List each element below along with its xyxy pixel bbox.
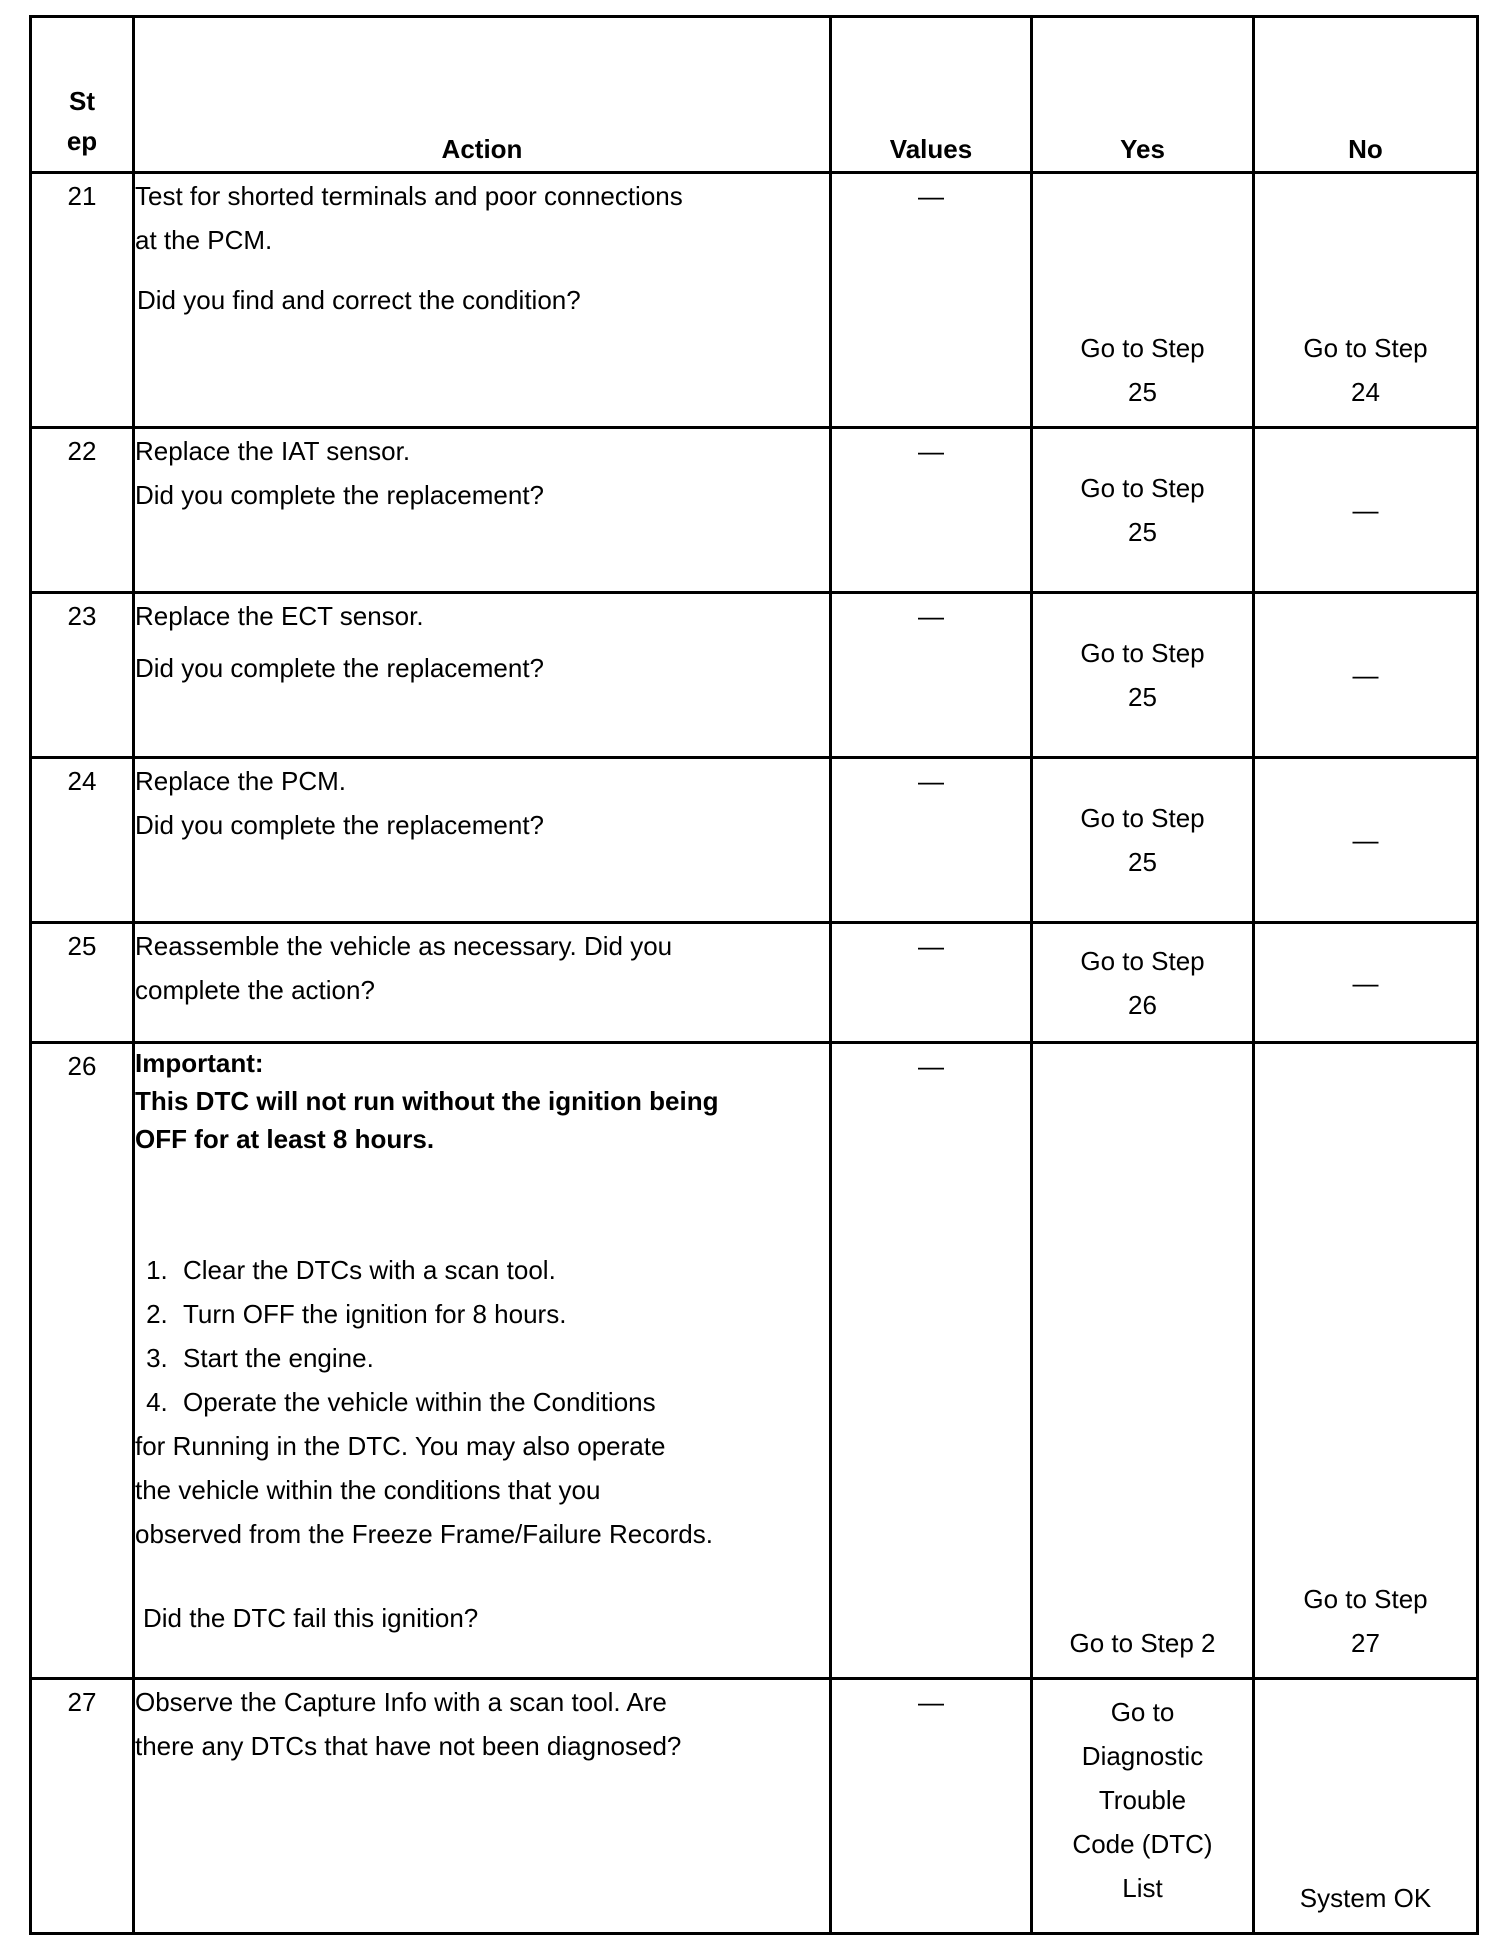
values-cell: — [831,1043,1032,1679]
action-cell: Important: This DTC will not run without the ignition being OFF for at least 8 hours. 1. Clear the DTCs with a scan tool. 2. Turn OFF the ignition for 8 hours. 3. Start the engine. 4. Operate the vehicle within the Conditions for Running in the DTC. You may also operate the vehicle within the conditions that you observed from the Freeze Frame/Failure Records. Did the DTC fail this ignition? [134,1043,831,1679]
table-row [31,1679,1478,1934]
action-cell: Replace the IAT sensor. Did you complete the replacement? [134,428,831,593]
step-number: 23 [31,593,134,758]
no-header: No [1254,17,1478,173]
no-cell: Go to Step 24 [1254,173,1478,428]
values-cell: — [831,1679,1032,1934]
no-cell: System OK [1254,1679,1478,1934]
table-row [31,758,1478,923]
table-row [31,593,1478,758]
procedure-list [135,1248,829,1424]
step-number: 27 [31,1679,134,1934]
values-cell: — [831,758,1032,923]
list-item: 1. Clear the DTCs with a scan tool. [175,1248,829,1292]
action-header: Action [134,17,831,173]
step-number: 25 [31,923,134,1043]
list-item: 4. Operate the vehicle within the Conditions [175,1380,829,1424]
yes-cell: Go to Step 25 [1032,428,1254,593]
action-cell: Reassemble the vehicle as necessary. Did you complete the action? [134,923,831,1043]
table-row [31,173,1478,428]
action-cell: Replace the PCM. Did you complete the replacement? [134,758,831,923]
step-number: 21 [31,173,134,428]
step-number: 26 [31,1043,134,1679]
header-row [31,17,1478,173]
step-number: 24 [31,758,134,923]
action-cell: Test for shorted terminals and poor connections at the PCM. Did you find and correct the condition? [134,173,831,428]
values-header: Values [831,17,1032,173]
table-row [31,923,1478,1043]
table-row [31,428,1478,593]
yes-cell: Go to Step 25 [1032,593,1254,758]
no-cell: Go to Step 27 [1254,1043,1478,1679]
important-note: Important: This DTC will not run without the ignition being OFF for at least 8 hours. [135,1048,719,1154]
action-cell: Observe the Capture Info with a scan tool. Are there any DTCs that have not been diagnosed? [134,1679,831,1934]
list-item: 3. Start the engine. [175,1336,829,1380]
yes-cell: Go to Step 25 [1032,173,1254,428]
values-cell: — [831,173,1032,428]
step-header: St ep [31,17,134,173]
yes-cell: Go to Step 26 [1032,923,1254,1043]
values-cell: — [831,428,1032,593]
list-item: 2. Turn OFF the ignition for 8 hours. [175,1292,829,1336]
yes-cell: Go to Diagnostic Trouble Code (DTC) List [1032,1679,1254,1934]
diagnostic-table [29,15,1479,1935]
table-row [31,1043,1478,1679]
yes-cell: Go to Step 25 [1032,758,1254,923]
no-cell: — [1254,923,1478,1043]
step-number: 22 [31,428,134,593]
yes-cell: Go to Step 2 [1032,1043,1254,1679]
no-cell: — [1254,428,1478,593]
yes-header: Yes [1032,17,1254,173]
values-cell: — [831,923,1032,1043]
action-cell: Replace the ECT sensor. Did you complete the replacement? [134,593,831,758]
no-cell: — [1254,758,1478,923]
no-cell: — [1254,593,1478,758]
values-cell: — [831,593,1032,758]
